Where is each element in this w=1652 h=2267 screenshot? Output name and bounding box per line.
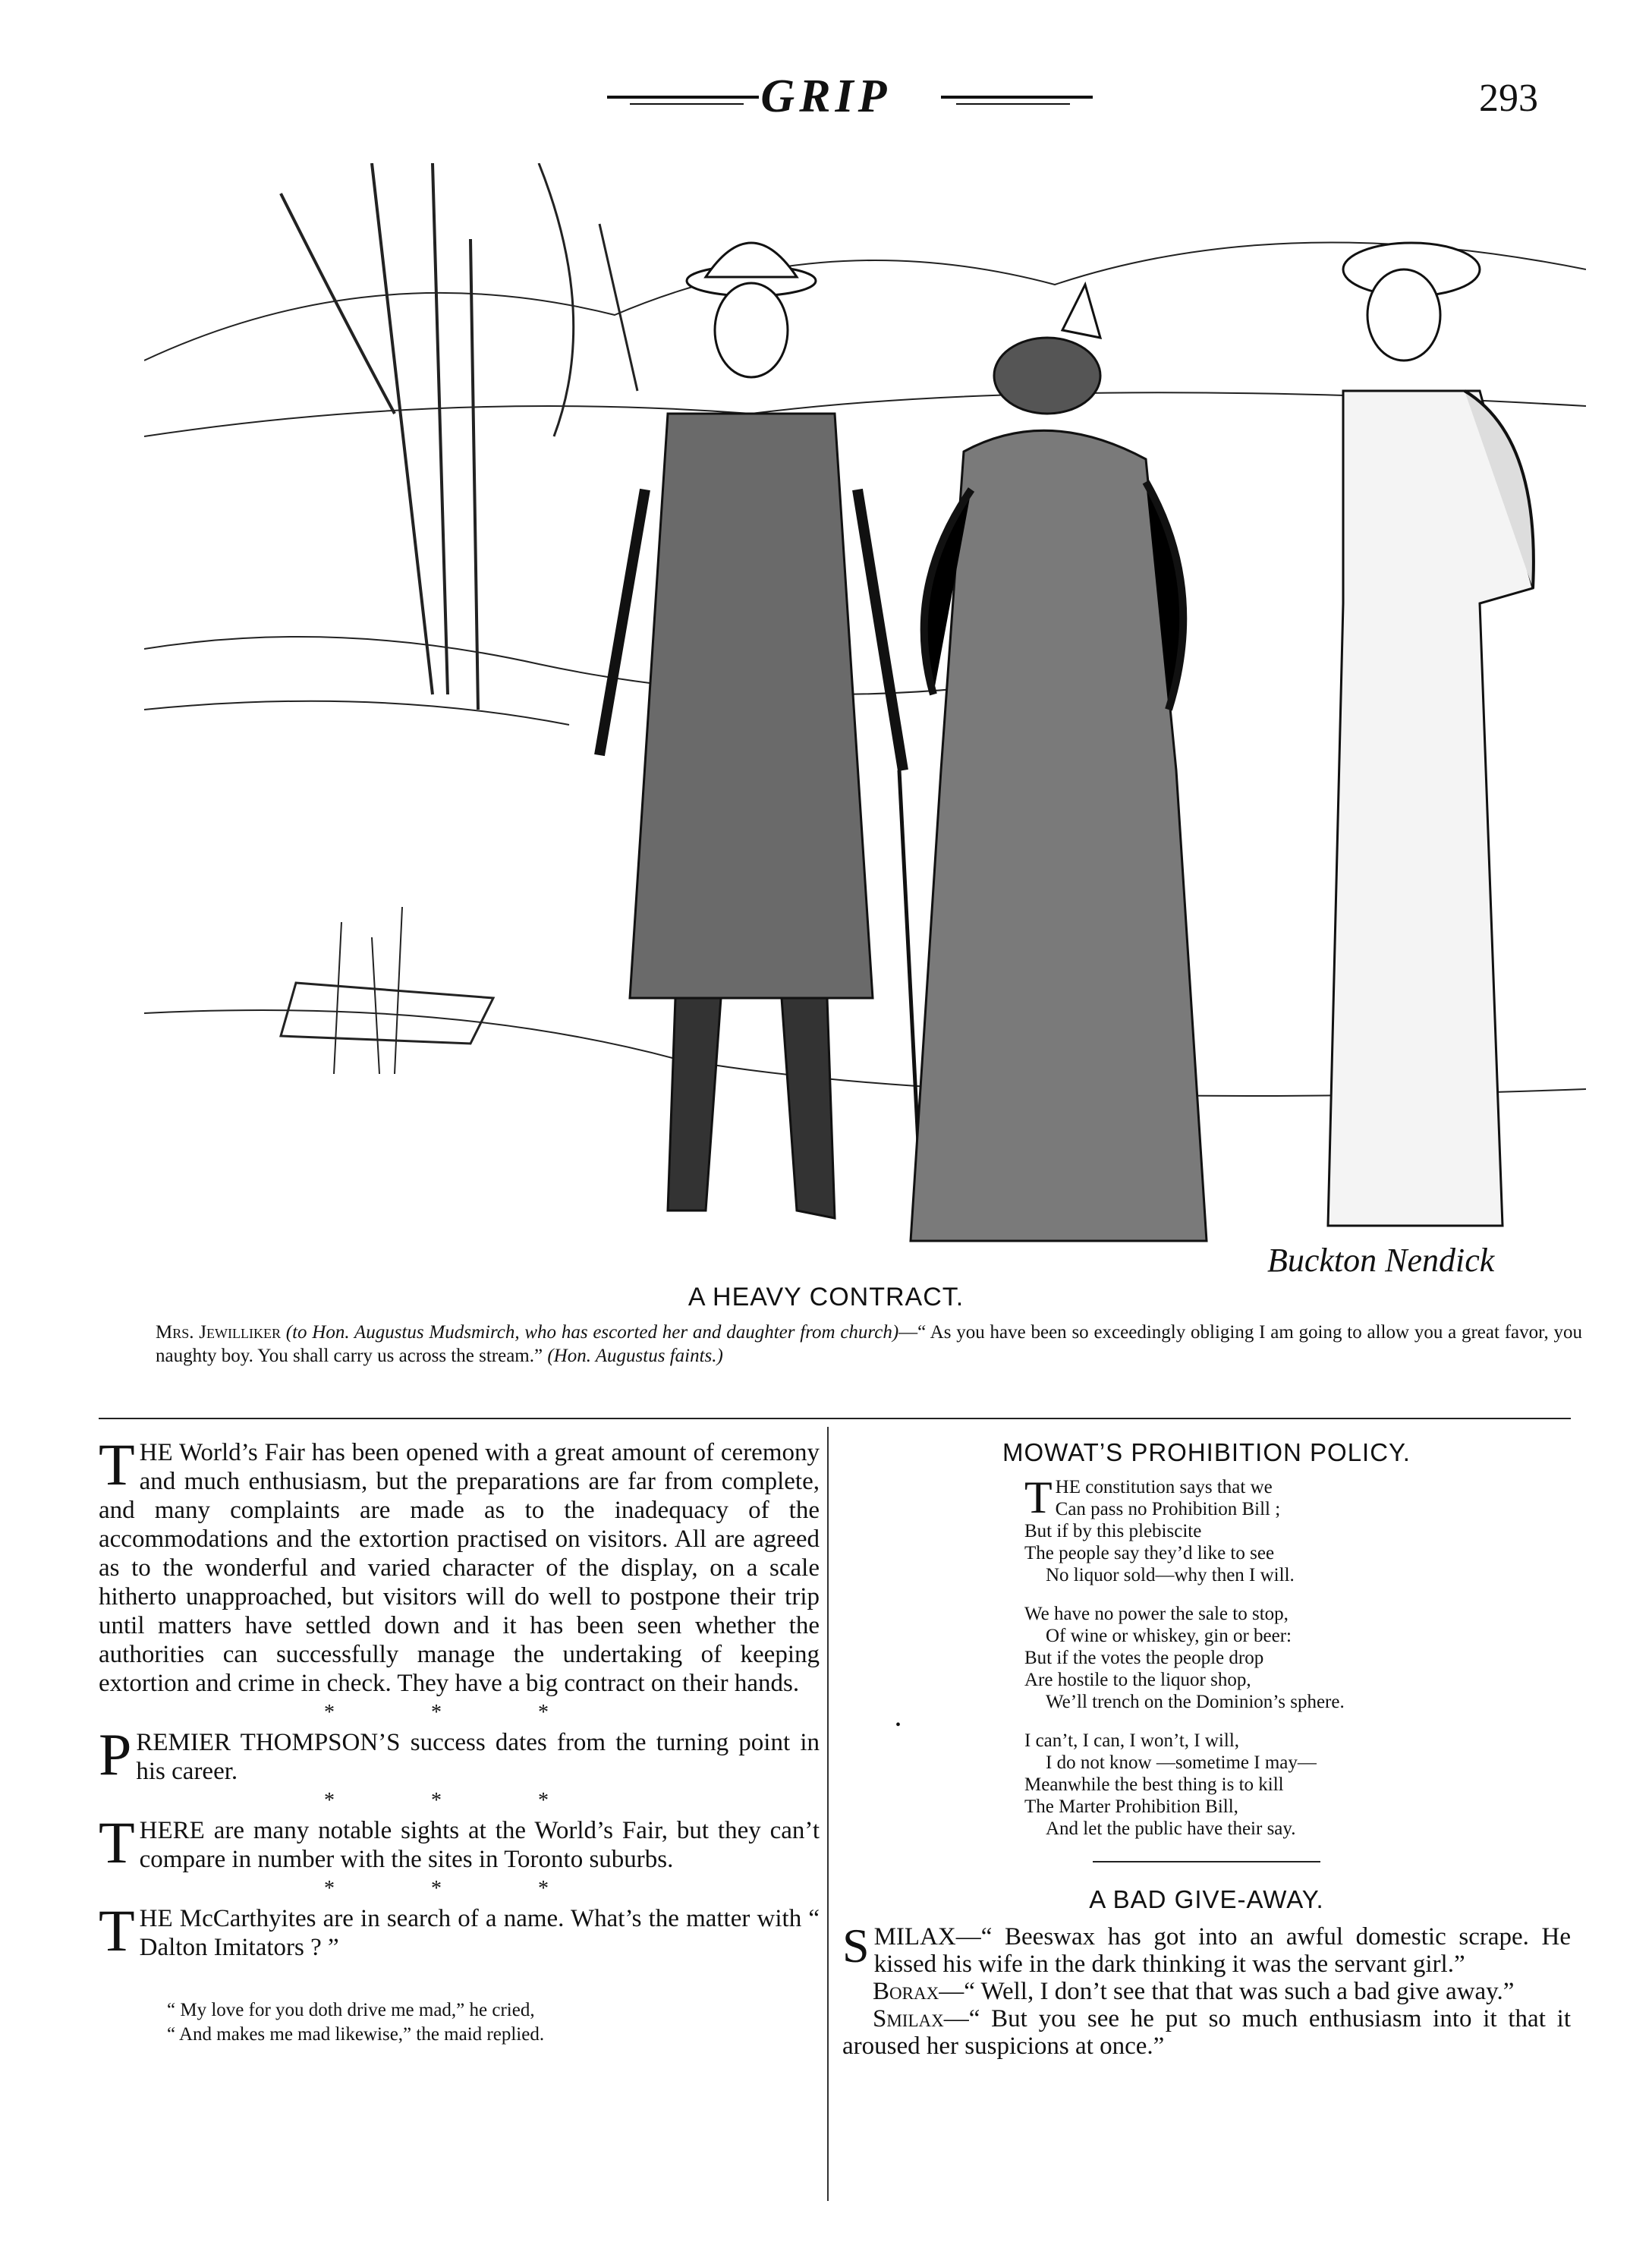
- paragraph-text: HE World’s Fair has been opened with a great amount of ceremony and much enthusiasm, but the preparations are far from complete, and many complaints are made as to the inadequacy of the accommodations and the extortion practised on visitors. All are agreed as to the wonderful and varied character of the display, on a scale hitherto unapproached, but visitors will do well to postpone their trip until matters have settled down and it has been seen whether the authorities can successfully manage the undertaking of keeping extortion and crime in check. They have a big contract on their hands.: [99, 1439, 820, 1697]
- dialogue-text: —“ Well, I don’t see that that was such a bad give away.”: [939, 1978, 1515, 2005]
- caption-speaker: Mrs. Jewilliker: [156, 1322, 281, 1343]
- poem-line: Are hostile to the liquor shop,: [1024, 1670, 1251, 1690]
- drop-cap: T: [99, 1897, 135, 1963]
- print-mark: •: [895, 1717, 902, 1733]
- section-divider-short: [1093, 1861, 1320, 1862]
- section-stars: * * *: [324, 1877, 594, 1900]
- column-divider: [827, 1427, 829, 2201]
- poem-line: We have no power the sale to stop,: [1024, 1604, 1289, 1624]
- poem-stanza: [1024, 1472, 1571, 1586]
- section-stars: * * *: [324, 1789, 594, 1812]
- giveaway-line: [842, 1978, 1571, 2005]
- giveaway-line: [842, 1919, 1571, 1978]
- premier-paragraph: [99, 1721, 820, 1787]
- dialogue-text: —“ But you see he put so much enthusiasm into it that it aroused her suspicions at once.”: [842, 2005, 1571, 2060]
- dialogue-speaker: Borax: [873, 1978, 939, 2005]
- poem-line: The Marter Prohibition Bill,: [1024, 1796, 1238, 1817]
- paragraph-text: HERE are many notable sights at the World’s Fair, but they can’t compare in number with the sites in Toronto suburbs.: [139, 1817, 820, 1873]
- right-column: [842, 1438, 1571, 2060]
- poem-line: But if by this plebiscite: [1024, 1521, 1202, 1541]
- masthead-rule-right-thin: [956, 103, 1070, 105]
- paragraph-text: HE McCarthyites are in search of a name. What’s the matter with “ Dalton Imitators ? ”: [139, 1905, 820, 1961]
- poem-stanza: [1024, 1603, 1571, 1713]
- masthead-rule-right: [941, 96, 1093, 99]
- drop-cap: T: [1024, 1472, 1053, 1522]
- poem-line: Meanwhile the best thing is to kill: [1024, 1774, 1284, 1795]
- section-divider: [99, 1418, 1571, 1419]
- poem-line: We’ll trench on the Dominion’s sphere.: [1046, 1692, 1345, 1712]
- drop-cap: S: [842, 1919, 870, 1973]
- giveaway-line: [842, 2005, 1571, 2060]
- page-number: 293: [1479, 77, 1538, 120]
- poem-stanza: [1024, 1730, 1571, 1840]
- poem-line: But if the votes the people drop: [1024, 1648, 1264, 1668]
- caption-speech: —“ As you have been so exceedingly obliging I am going to allow you a great favor, you naughty boy. You shall carry us across the stream.”: [156, 1322, 1583, 1366]
- paragraph-text: REMIER THOMPSON’S success dates from the turning point in his career.: [136, 1729, 820, 1785]
- poem-line: No liquor sold—why then I will.: [1046, 1565, 1295, 1585]
- section-stars: * * *: [324, 1701, 594, 1724]
- caption-stage-direction: (to Hon. Augustus Mudsmirch, who has escorted her and daughter from church): [285, 1322, 899, 1343]
- masthead: [0, 70, 1652, 123]
- poem-line: I do not know —sometime I may—: [1046, 1752, 1317, 1773]
- caption-closing-direction: (Hon. Augustus faints.): [547, 1346, 723, 1366]
- dialogue-speaker: Smilax: [873, 2005, 944, 2032]
- poem-line: Can pass no Prohibition Bill ;: [1055, 1499, 1281, 1519]
- cartoon-caption-title: A HEAVY CONTRACT.: [688, 1283, 964, 1311]
- worlds-fair-paragraph: [99, 1431, 820, 1698]
- publication-title: GRIP: [760, 71, 892, 122]
- poem-line: The people say they’d like to see: [1024, 1543, 1275, 1563]
- dialogue-text: MILAX—“ Beeswax has got into an awful domestic scrape. He kissed his wife in the dark thinking it was the servant girl.”: [873, 1923, 1571, 1978]
- sights-paragraph: [99, 1809, 820, 1875]
- artist-signature: Buckton Nendick: [1267, 1242, 1495, 1279]
- mccarthyites-paragraph: [99, 1897, 820, 1963]
- cartoon-caption: [156, 1321, 1582, 1368]
- couplet-line: “ And makes me mad likewise,” the maid replied.: [167, 2024, 545, 2045]
- giveaway-heading: A BAD GIVE-AWAY.: [1089, 1885, 1324, 1913]
- left-column: [99, 1431, 820, 2047]
- couplet: [167, 1998, 820, 2047]
- drop-cap: P: [99, 1721, 132, 1787]
- poem-line: Of wine or whiskey, gin or beer:: [1046, 1626, 1292, 1646]
- cartoon-illustration: [144, 163, 1586, 1279]
- poem-heading: MOWAT’S PROHIBITION POLICY.: [1002, 1438, 1411, 1466]
- poem-line: And let the public have their say.: [1046, 1818, 1296, 1839]
- poem-line: I can’t, I can, I won’t, I will,: [1024, 1730, 1240, 1751]
- drop-cap: T: [99, 1431, 135, 1497]
- couplet-line: “ My love for you doth drive me mad,” he cried,: [167, 2000, 535, 2020]
- drop-cap: T: [99, 1809, 135, 1875]
- poem-line: HE constitution says that we: [1055, 1477, 1273, 1497]
- poem: [1024, 1472, 1571, 1840]
